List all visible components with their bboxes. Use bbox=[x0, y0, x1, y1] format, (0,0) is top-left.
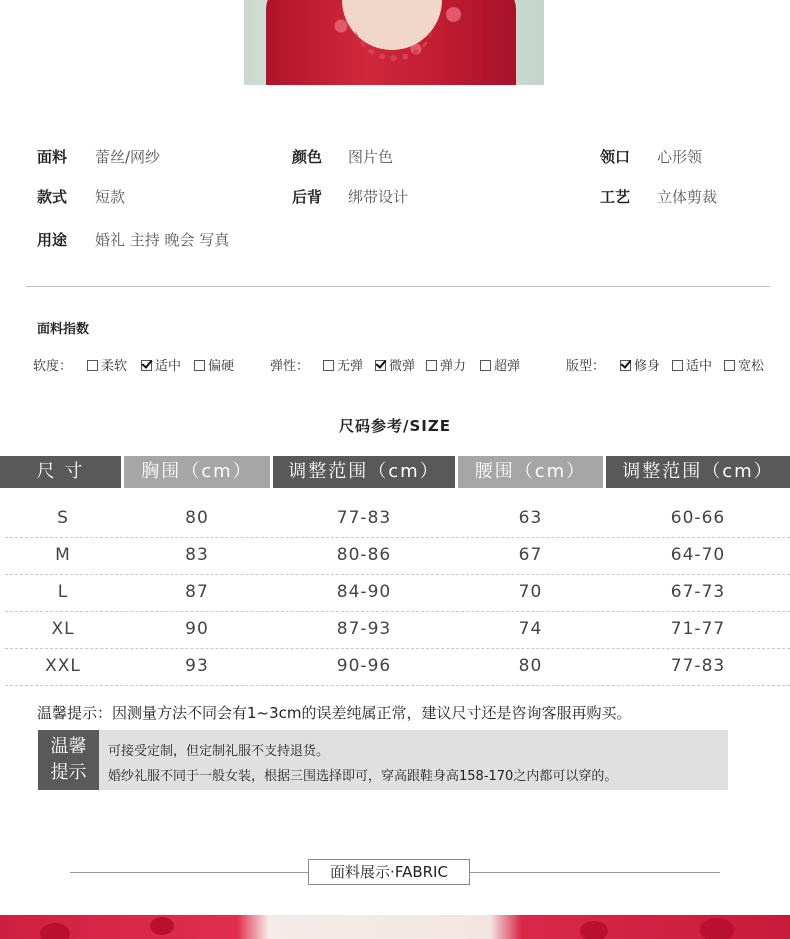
elasticity-option[interactable] bbox=[323, 355, 363, 374]
attr-key-back: 后背 bbox=[292, 188, 323, 206]
cell-bust: 83 bbox=[185, 545, 209, 565]
cell-size: XL bbox=[51, 619, 75, 639]
cell-size: M bbox=[55, 545, 71, 565]
checkbox-icon bbox=[194, 360, 205, 371]
checkbox-checked-icon bbox=[375, 360, 386, 371]
cell-waist: 67 bbox=[518, 545, 543, 565]
cell-waist: 70 bbox=[518, 582, 543, 602]
cell-waist: 74 bbox=[518, 619, 543, 639]
cell-bust: 87 bbox=[185, 582, 209, 602]
cell-waist-range: 60-66 bbox=[670, 508, 726, 528]
cell-bust-range: 84-90 bbox=[336, 582, 392, 602]
cell-waist-range: 64-70 bbox=[670, 545, 726, 565]
notice-label-line: 提示 bbox=[50, 762, 87, 783]
cell-size: L bbox=[57, 582, 69, 602]
table-row bbox=[5, 500, 790, 538]
lace-motif bbox=[580, 921, 608, 939]
option-label: 适中 bbox=[155, 359, 182, 374]
table-row bbox=[5, 574, 790, 612]
notice-line: 可接受定制，但定制礼服不支持退货。 bbox=[108, 744, 330, 759]
attr-value-neckline: 心形领 bbox=[657, 148, 703, 166]
lace-motif bbox=[40, 923, 70, 939]
fabric-section-title: 面料展示·FABRIC bbox=[308, 859, 470, 885]
elasticity-label: 弹性： bbox=[270, 359, 310, 374]
table-row bbox=[5, 648, 790, 686]
fit-option[interactable] bbox=[724, 355, 764, 374]
header-size: 尺 寸 bbox=[0, 456, 121, 488]
fabric-photo bbox=[0, 915, 790, 939]
elasticity-option[interactable] bbox=[426, 355, 466, 374]
fit-label: 版型： bbox=[566, 359, 606, 374]
attr-key-fabric: 面料 bbox=[37, 148, 68, 166]
softness-option[interactable] bbox=[194, 355, 234, 374]
attr-key-style: 款式 bbox=[37, 188, 68, 206]
fit-option[interactable] bbox=[620, 355, 660, 374]
attr-key-neckline: 领口 bbox=[600, 148, 631, 166]
option-label: 无弹 bbox=[337, 359, 364, 374]
checkbox-checked-icon bbox=[620, 360, 631, 371]
checkbox-icon bbox=[426, 360, 437, 371]
checkbox-icon bbox=[480, 360, 491, 371]
table-row bbox=[5, 611, 790, 649]
option-label: 超弹 bbox=[494, 359, 521, 374]
cell-bust: 80 bbox=[185, 508, 209, 528]
checkbox-checked-icon bbox=[141, 360, 152, 371]
attr-key-craft: 工艺 bbox=[600, 188, 631, 206]
notice-label-line: 温馨 bbox=[50, 736, 87, 757]
checkbox-icon bbox=[724, 360, 735, 371]
cell-waist-range: 67-73 bbox=[670, 582, 726, 602]
notice-label bbox=[38, 730, 99, 790]
option-label: 偏硬 bbox=[208, 359, 235, 374]
option-label: 弹力 bbox=[440, 359, 467, 374]
cell-bust-range: 87-93 bbox=[336, 619, 392, 639]
attr-value-fabric: 蕾丝/网纱 bbox=[95, 148, 161, 166]
option-label: 宽松 bbox=[738, 359, 765, 374]
checkbox-icon bbox=[87, 360, 98, 371]
product-photo-top bbox=[244, 0, 544, 85]
cell-waist: 80 bbox=[518, 656, 543, 676]
cell-waist-range: 71-77 bbox=[670, 619, 726, 639]
header-bust: 胸围（cm） bbox=[124, 456, 270, 488]
softness-option[interactable] bbox=[141, 355, 181, 374]
cell-bust-range: 80-86 bbox=[336, 545, 392, 565]
option-label: 修身 bbox=[634, 359, 661, 374]
option-label: 柔软 bbox=[101, 359, 128, 374]
attr-value-usage: 婚礼 主持 晚会 写真 bbox=[95, 231, 230, 249]
cell-waist: 63 bbox=[518, 508, 543, 528]
fit-option[interactable] bbox=[672, 355, 712, 374]
checkbox-icon bbox=[672, 360, 683, 371]
header-waist-range: 调整范围（cm） bbox=[606, 456, 790, 488]
attr-value-color: 图片色 bbox=[348, 148, 394, 166]
header-waist: 腰围（cm） bbox=[458, 456, 603, 488]
table-row bbox=[5, 537, 790, 575]
elasticity-option[interactable] bbox=[375, 355, 415, 374]
fabric-index-title: 面料指数 bbox=[37, 322, 90, 337]
header-bust-range: 调整范围（cm） bbox=[273, 456, 455, 488]
elasticity-option[interactable] bbox=[480, 355, 520, 374]
softness-option[interactable] bbox=[87, 355, 127, 374]
attr-value-back: 绑带设计 bbox=[348, 188, 409, 206]
cell-bust-range: 90-96 bbox=[336, 656, 392, 676]
attr-value-craft: 立体剪裁 bbox=[657, 188, 718, 206]
section-divider bbox=[26, 286, 770, 287]
notice-line: 婚纱礼服不同于一般女装，根据三围选择即可，穿高跟鞋身高158-170之内都可以穿的。 bbox=[108, 769, 618, 784]
lace-motif bbox=[150, 917, 174, 935]
cell-bust: 93 bbox=[185, 656, 209, 676]
measurement-tip: 温馨提示：因测量方法不同会有1~3cm的误差纯属正常，建议尺寸还是咨询客服再购买。 bbox=[37, 704, 632, 722]
attr-key-color: 颜色 bbox=[292, 148, 323, 166]
cell-size: S bbox=[57, 508, 69, 528]
softness-label: 软度： bbox=[33, 359, 73, 374]
cell-size: XXL bbox=[45, 656, 81, 676]
size-table-title: 尺码参考/SIZE bbox=[339, 417, 451, 435]
attr-value-style: 短款 bbox=[95, 188, 126, 206]
cell-bust: 90 bbox=[185, 619, 209, 639]
cell-waist-range: 77-83 bbox=[670, 656, 726, 676]
lace-motif bbox=[700, 918, 734, 939]
attr-key-usage: 用途 bbox=[37, 231, 68, 249]
option-label: 适中 bbox=[686, 359, 713, 374]
option-label: 微弹 bbox=[389, 359, 416, 374]
cell-bust-range: 77-83 bbox=[336, 508, 392, 528]
checkbox-icon bbox=[323, 360, 334, 371]
